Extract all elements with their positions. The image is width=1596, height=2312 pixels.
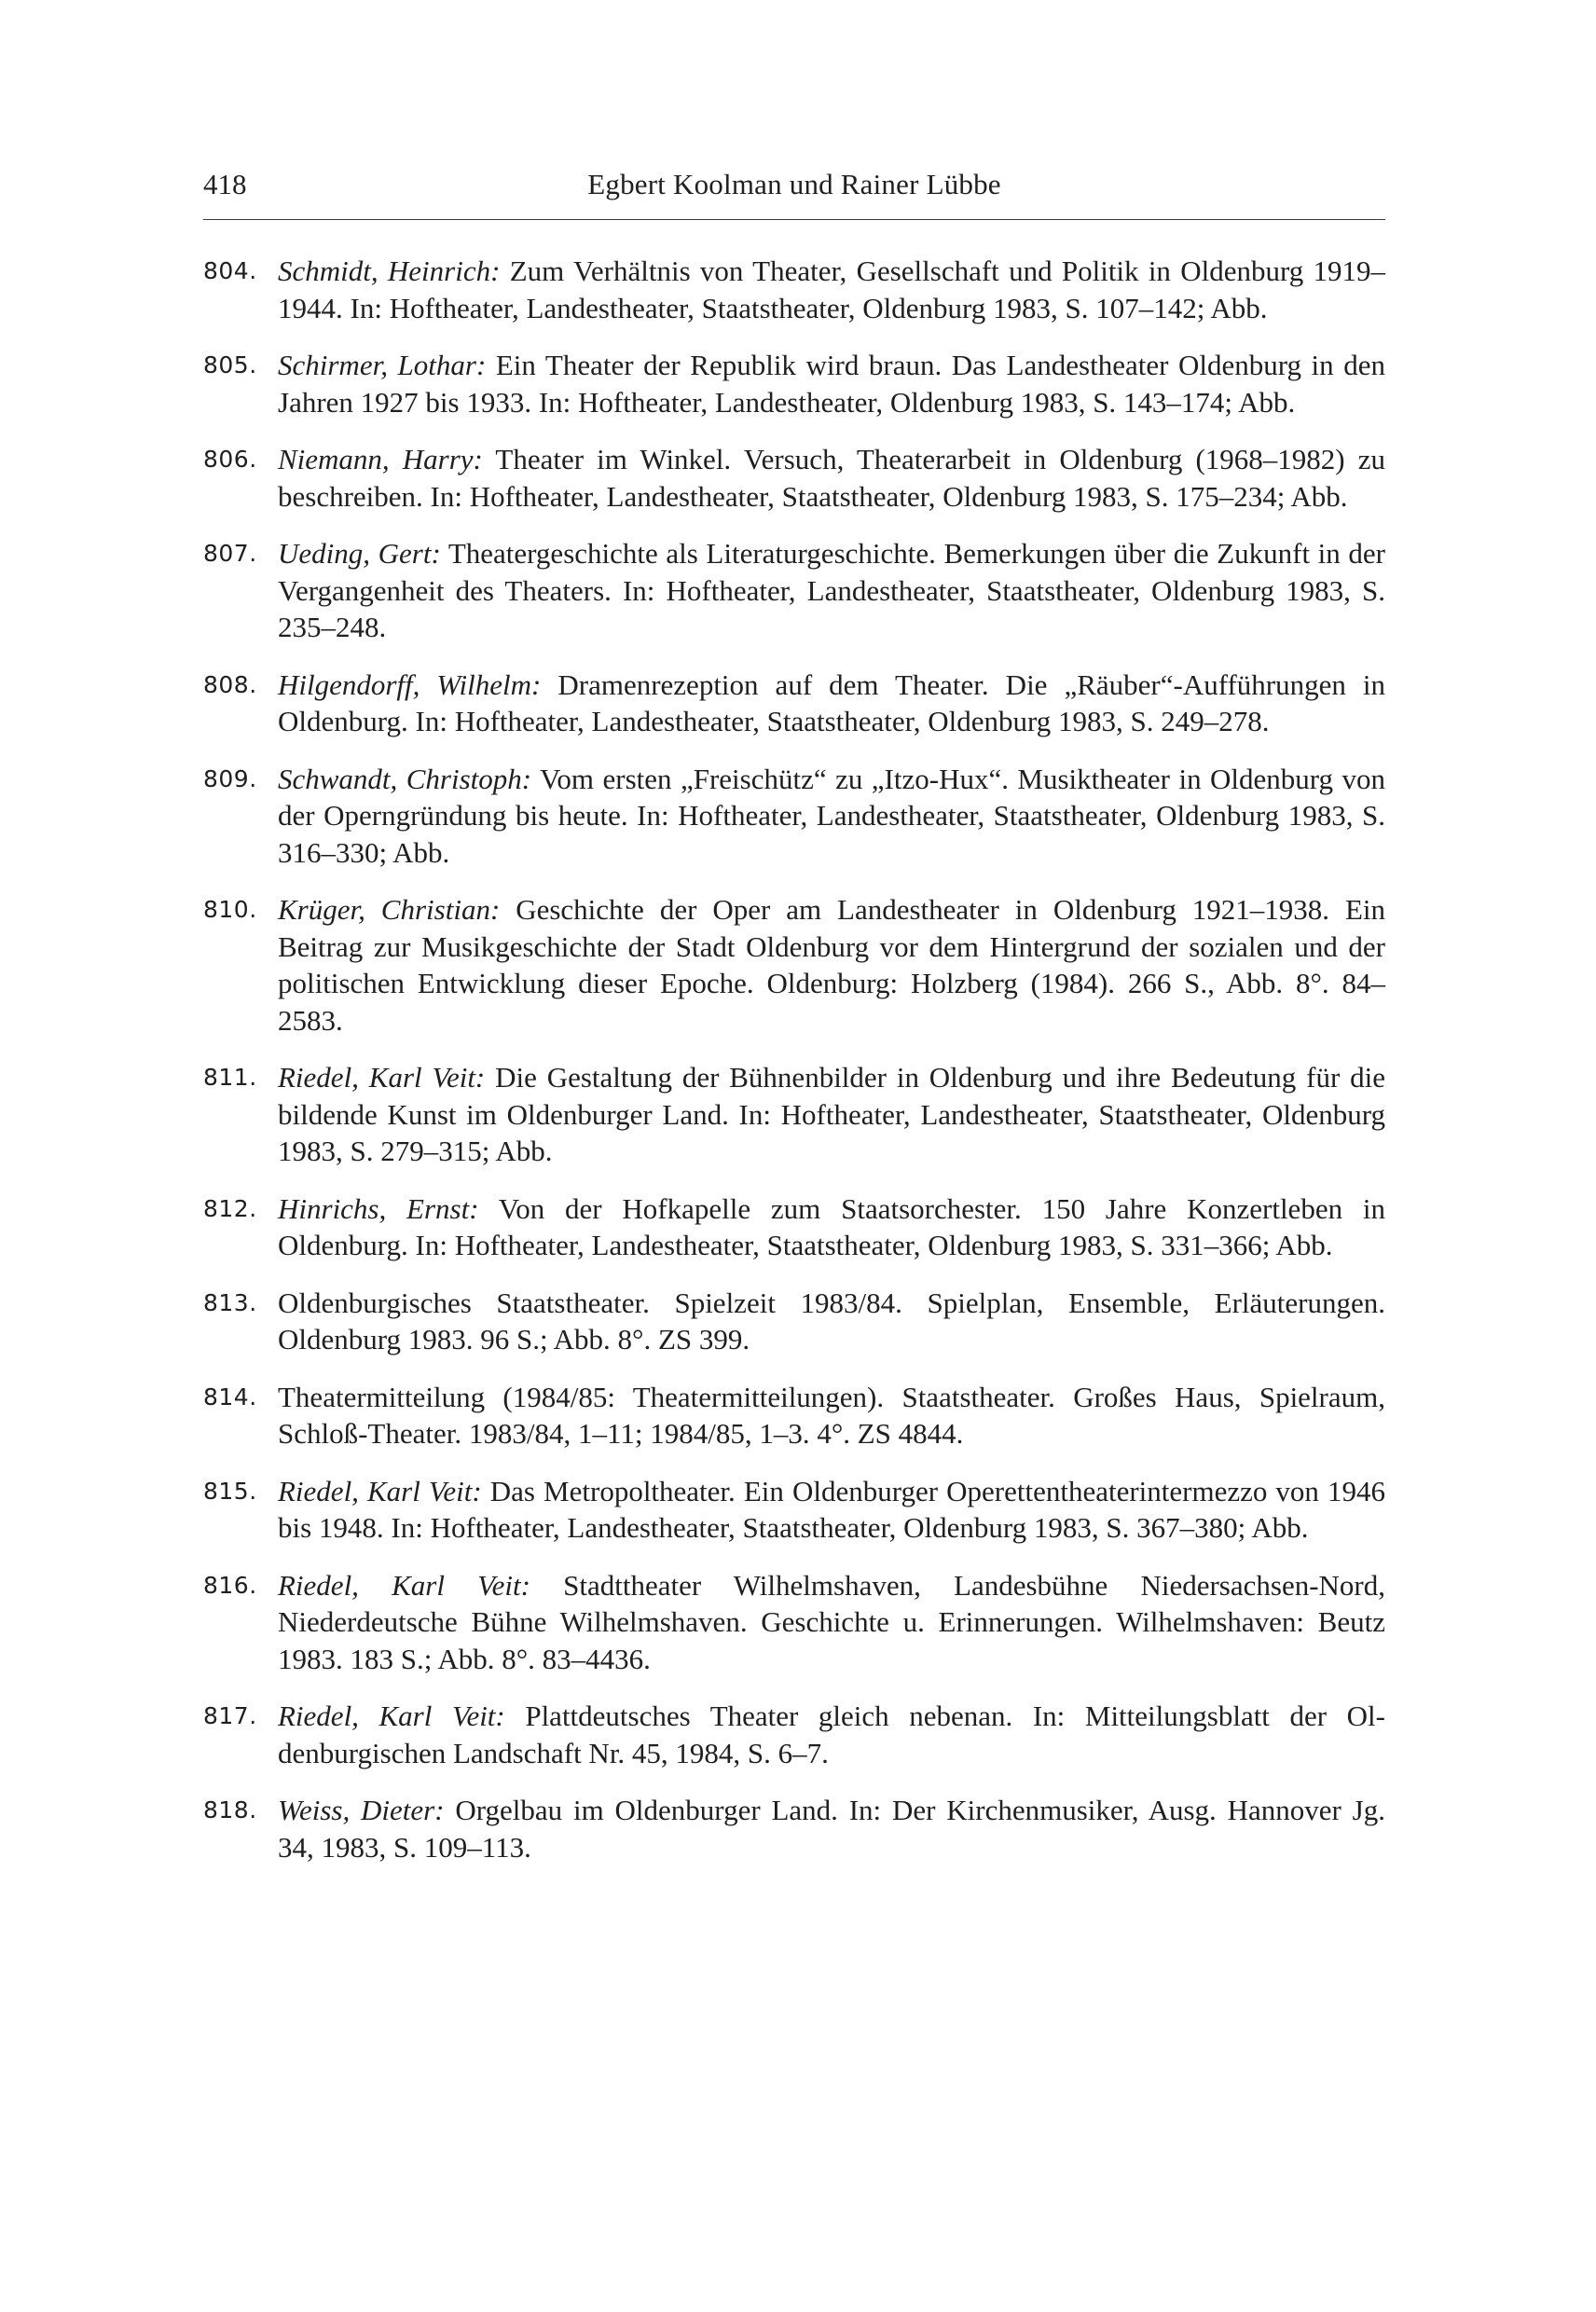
entry-number: 806. (203, 446, 257, 473)
entry-text: Geschichte der Oper am Landestheater in Oldenburg 1921–1938. Ein Beitrag zur Musikgeschichte der Stadt Oldenburg vor dem Hintergrund der sozialen und der politischen Entwicklung dieser Epoche. Oldenburg: Holzberg (1984). 266 S., Abb. 8°. 84–2583. (278, 893, 1385, 1037)
entry-text: Theater im Winkel. Versuch, Theaterarbeit in Oldenburg (1968–1982) zu beschreiben. In: Hoftheater, Landestheater, Staatstheater, Oldenburg 1983, S. 175–234; Abb. (278, 443, 1385, 513)
entry-number: 808. (203, 670, 257, 698)
entry-text: Dramenrezeption auf dem Theater. Die „Räuber“-Aufführungen in Oldenburg. In: Hoftheater, Landestheater, Staatstheater, Oldenburg 1983, S. 249–278. (278, 667, 1385, 737)
entry-author: Riedel, Karl Veit: (278, 1474, 482, 1507)
entry-author: Niemann, Harry: (278, 443, 483, 475)
entry-text: Die Gestaltung der Bühnenbilder in Oldenburg und ihre Bedeutung für die bildende Kunst im Oldenburger Land. In: Hoftheater, Landestheater, Staatstheater, Oldenburg 1983, S. 279–315; Abb. (278, 1061, 1385, 1167)
entry-author: Schmidt, Heinrich: (278, 255, 501, 287)
entry-text: Ein Theater der Republik wird braun. Das Landestheater Oldenburg in den Jahren 1927 bis 1933. In: Hoftheater, Landestheater, Oldenburg 1983, S. 143–174; Abb. (278, 349, 1386, 419)
entry-text: Das Metropoltheater. Ein Oldenburger Operettentheaterintermezzo von 1946 bis 1948. In: Hoftheater, Landestheater, Staatstheater, Oldenburg 1983, S. 367–380; Abb. (278, 1474, 1385, 1544)
bibliography-entry-810 (203, 891, 1385, 1039)
bibliography-entry-815 (203, 1473, 1385, 1547)
entry-number: 804. (203, 257, 257, 284)
bibliography-entry-806 (203, 441, 1385, 515)
entry-number: 816. (203, 1571, 257, 1599)
entry-number: 813. (203, 1288, 257, 1316)
bibliography-entry-812 (203, 1190, 1385, 1264)
bibliography-list (203, 253, 1385, 1886)
entry-author: Riedel, Karl Veit: (278, 1568, 530, 1602)
entry-number: 812. (203, 1194, 257, 1222)
entry-text: Vom ersten „Freischütz“ zu „Itzo-Hux“. Musiktheater in Oldenburg von der Operngründung bis heute. In: Hoftheater, Landestheater, Staatstheater, Oldenburg 1983, S. 316–330; Abb. (278, 762, 1386, 869)
bibliography-entry-817 (203, 1698, 1385, 1771)
bibliography-entry-813 (203, 1285, 1385, 1358)
entry-author: Hinrichs, Ernst: (278, 1191, 479, 1225)
bibliography-entry-809 (203, 761, 1385, 872)
entry-author: Weiss, Dieter: (278, 1794, 445, 1826)
entry-author: Krüger, Christian: (278, 893, 501, 926)
entry-author: Schirmer, Lothar: (278, 349, 487, 381)
entry-text: Oldenburgisches Staatstheater. Spielzeit 1983/84. Spielplan, Ensemble, Erläuterungen. Oldenburg 1983. 96 S.; Abb. 8°. ZS 399. (278, 1286, 1385, 1356)
header-rule (203, 219, 1385, 220)
entry-number: 810. (203, 896, 257, 923)
page-number: 418 (203, 168, 247, 200)
bibliography-entry-804 (203, 253, 1385, 326)
entry-number: 805. (203, 351, 257, 378)
bibliography-entry-816 (203, 1567, 1385, 1678)
entry-text: Plattdeutsches Theater gleich nebenan. In: Mitteilungsblatt der Oldenburgischen Landschaft Nr. 45, 1984, S. 6–7. (278, 1700, 1385, 1769)
entry-number: 807. (203, 540, 257, 567)
entry-text: Zum Verhältnis von Theater, Gesellschaft und Politik in Oldenburg 1919–1944. In: Hoftheater, Landestheater, Staatstheater, Oldenburg 1983, S. 107–142; Abb. (278, 255, 1386, 324)
bibliography-entry-814 (203, 1379, 1385, 1452)
entry-text: Von der Hofkapelle zum Staatsorchester. 150 Jahre Konzertleben in Oldenburg. In: Hoftheater, Landestheater, Staatstheater, Oldenburg 1983, S. 331–366; Abb. (278, 1191, 1385, 1261)
entry-text: Theatermitteilung (1984/85: Theatermitteilungen). Staatstheater. Großes Haus, Spielraum, Schloß-Theater. 1983/84, 1–11; 1984/85, 1–3. 4°. ZS 4844. (278, 1380, 1385, 1450)
entry-text: Orgelbau im Oldenburger Land. In: Der Kirchenmusiker, Ausg. Hannover Jg. 34, 1983, S. 109–113. (278, 1794, 1385, 1864)
entry-author: Riedel, Karl Veit: (278, 1061, 486, 1094)
entry-number: 811. (203, 1064, 257, 1091)
entry-text: Stadttheater Wilhelmshaven, Landesbühne Niedersachsen-Nord, Niederdeutsche Bühne Wilhelmshaven. Geschichte u. Erinnerungen. Wilhelmshaven: Beutz 1983. 183 S.; Abb. 8°. 83–4436. (278, 1568, 1385, 1675)
running-title: Egbert Koolman und Rainer Lübbe (587, 168, 1001, 200)
bibliography-entry-807 (203, 535, 1385, 646)
entry-number: 818. (203, 1796, 257, 1823)
entry-author: Hilgendorff, Wilhelm: (278, 667, 542, 701)
entry-number: 809. (203, 764, 257, 792)
bibliography-entry-811 (203, 1059, 1385, 1170)
bibliography-entry-808 (203, 667, 1385, 740)
entry-author: Ueding, Gert: (278, 537, 441, 570)
entry-number: 814. (203, 1383, 257, 1411)
entry-number: 815. (203, 1477, 257, 1505)
entry-author: Riedel, Karl Veit: (278, 1700, 505, 1732)
entry-text: Theatergeschichte als Literaturgeschichte. Bemerkungen über die Zukunft in der Vergangenheit des Theaters. In: Hoftheater, Landestheater, Staatstheater, Oldenburg 1983, S. 235–248. (278, 537, 1385, 643)
page-header (203, 166, 1385, 218)
bibliography-entry-818 (203, 1792, 1385, 1865)
entry-author: Schwandt, Christoph: (278, 762, 532, 795)
entry-number: 817. (203, 1702, 257, 1729)
bibliography-entry-805 (203, 347, 1385, 420)
